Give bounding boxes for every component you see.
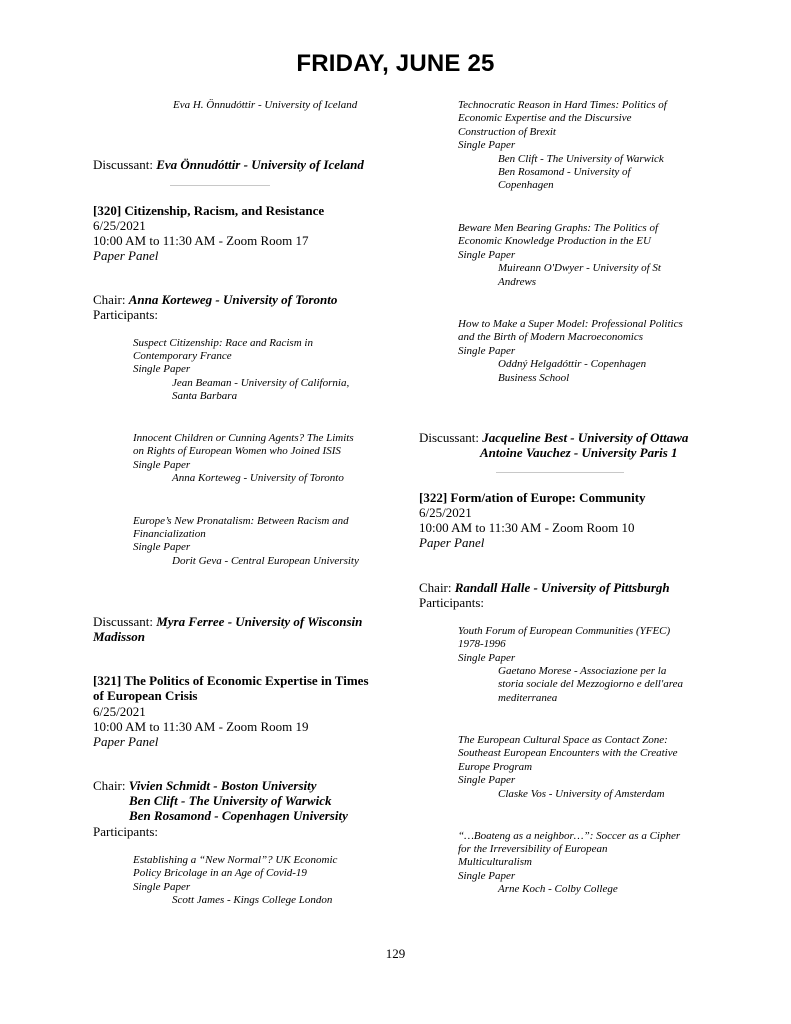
session-time: 10:00 AM to 11:30 AM - Zoom Room 19 — [93, 719, 309, 734]
chair-label: Chair: — [93, 292, 129, 307]
paper-author: Claske Vos - University of Amsterdam — [498, 788, 665, 800]
paper-title: Southeast European Encounters with the Creative — [458, 747, 678, 759]
paper-title: for the Irreversibility of European — [458, 843, 608, 855]
paper-title: Suspect Citizenship: Race and Racism in — [133, 337, 313, 349]
chair-name: Vivien Schmidt - Boston University — [128, 778, 317, 793]
paper-title: Economic Knowledge Production in the EU — [458, 235, 651, 247]
session-title: [321] The Politics of Economic Expertise in Times — [93, 673, 369, 688]
paper-author: Gaetano Morese - Associazione per la — [498, 665, 667, 677]
paper-kind: Single Paper — [133, 541, 191, 553]
paper-title: “…Boateng as a neighbor…”: Soccer as a Cipher — [458, 830, 681, 842]
session-title: [320] Citizenship, Racism, and Resistance — [93, 203, 325, 218]
discussant-name: Eva Önnudóttir - University of Iceland — [156, 157, 364, 172]
paper-title: The European Cultural Space as Contact Zone: — [458, 734, 668, 746]
paper-title: Europe’s New Pronatalism: Between Racism and — [133, 515, 349, 527]
paper-author: Jean Beaman - University of California, — [172, 377, 350, 389]
paper-kind: Single Paper — [458, 774, 516, 786]
paper-title: Financialization — [133, 528, 206, 540]
session-date: 6/25/2021 — [419, 505, 472, 520]
chair-line — [93, 778, 317, 793]
paper-author: mediterranea — [498, 692, 558, 704]
paper-author: Andrews — [498, 276, 537, 288]
paper-title: Youth Forum of European Communities (YFEC) — [458, 625, 671, 637]
author-line: Eva H. Önnudóttir - University of Iceland — [173, 99, 358, 111]
paper-title: Construction of Brexit — [458, 126, 556, 138]
paper-title: Beware Men Bearing Graphs: The Politics of — [458, 222, 659, 234]
paper-author: Scott James - Kings College London — [172, 894, 333, 906]
paper-title: Contemporary France — [133, 350, 232, 362]
paper-kind: Single Paper — [133, 459, 191, 471]
session-time: 10:00 AM to 11:30 AM - Zoom Room 10 — [419, 520, 635, 535]
session-title: [322] Form/ation of Europe: Community — [419, 490, 646, 505]
paper-author: Santa Barbara — [172, 390, 238, 402]
paper-title: Innocent Children or Cunning Agents? The Limits — [133, 432, 354, 444]
paper-author: Oddný Helgadóttir - Copenhagen — [498, 358, 647, 370]
discussant-line — [419, 430, 688, 445]
paper-author: Muireann O'Dwyer - University of St — [498, 262, 661, 274]
participants-label: Participants: — [93, 307, 158, 322]
paper-title: Europe Program — [458, 761, 533, 773]
chair-name: Ben Clift - The University of Warwick — [129, 793, 332, 808]
discussant-line — [93, 614, 362, 629]
discussant-name: Antoine Vauchez - University Paris 1 — [480, 445, 678, 460]
section-divider — [170, 185, 270, 186]
paper-kind: Single Paper — [458, 345, 516, 357]
paper-author: Business School — [498, 372, 570, 384]
page-number: 129 — [385, 946, 406, 961]
paper-kind: Single Paper — [458, 870, 516, 882]
paper-kind: Single Paper — [458, 139, 516, 151]
paper-kind: Single Paper — [133, 881, 191, 893]
paper-kind: Single Paper — [458, 249, 516, 261]
paper-author: Arne Koch - Colby College — [498, 883, 618, 895]
chair-label: Chair: — [93, 778, 129, 793]
discussant-name: Madisson — [93, 629, 146, 644]
paper-author: storia sociale del Mezzogiorno e dell'area — [498, 678, 683, 690]
discussant-label: Discussant: — [93, 157, 157, 172]
discussant-label: Discussant: — [93, 614, 157, 629]
session-type: Paper Panel — [93, 734, 159, 749]
session-date: 6/25/2021 — [93, 704, 146, 719]
paper-title: on Rights of European Women who Joined ISIS — [133, 445, 341, 457]
paper-title: Multiculturalism — [458, 856, 532, 868]
paper-title: Policy Bricolage in an Age of Covid-19 — [133, 867, 307, 879]
paper-author: Dorit Geva - Central European University — [172, 555, 359, 567]
session-time: 10:00 AM to 11:30 AM - Zoom Room 17 — [93, 233, 309, 248]
chair-name: Randall Halle - University of Pittsburgh — [454, 580, 670, 595]
paper-title: 1978-1996 — [458, 638, 506, 650]
section-divider — [496, 472, 624, 473]
paper-title: How to Make a Super Model: Professional Politics — [458, 318, 683, 330]
chair-line — [419, 580, 670, 595]
paper-title: and the Birth of Modern Macroeconomics — [458, 331, 644, 343]
paper-kind: Single Paper — [133, 363, 191, 375]
paper-title: Economic Expertise and the Discursive — [458, 112, 632, 124]
session-date: 6/25/2021 — [93, 218, 146, 233]
chair-label: Chair: — [419, 580, 455, 595]
paper-kind: Single Paper — [458, 652, 516, 664]
discussant-line — [93, 157, 364, 172]
discussant-label: Discussant: — [419, 430, 483, 445]
participants-label: Participants: — [419, 595, 484, 610]
paper-title: Establishing a “New Normal”? UK Economic — [133, 854, 338, 866]
session-type: Paper Panel — [419, 535, 485, 550]
page-title: FRIDAY, JUNE 25 — [296, 50, 495, 77]
participants-label: Participants: — [93, 824, 158, 839]
chair-line — [93, 292, 337, 307]
session-title: of European Crisis — [93, 688, 198, 703]
discussant-name: Jacqueline Best - University of Ottawa — [482, 430, 689, 445]
paper-author: Anna Korteweg - University of Toronto — [172, 472, 344, 484]
paper-title: Technocratic Reason in Hard Times: Politics of — [458, 99, 667, 111]
discussant-name: Myra Ferree - University of Wisconsin — [156, 614, 363, 629]
paper-author: Ben Rosamond - University of — [498, 166, 631, 178]
session-type: Paper Panel — [93, 248, 159, 263]
chair-name: Ben Rosamond - Copenhagen University — [129, 808, 348, 823]
chair-name: Anna Korteweg - University of Toronto — [128, 292, 338, 307]
paper-author: Copenhagen — [498, 179, 554, 191]
paper-author: Ben Clift - The University of Warwick — [498, 153, 664, 165]
